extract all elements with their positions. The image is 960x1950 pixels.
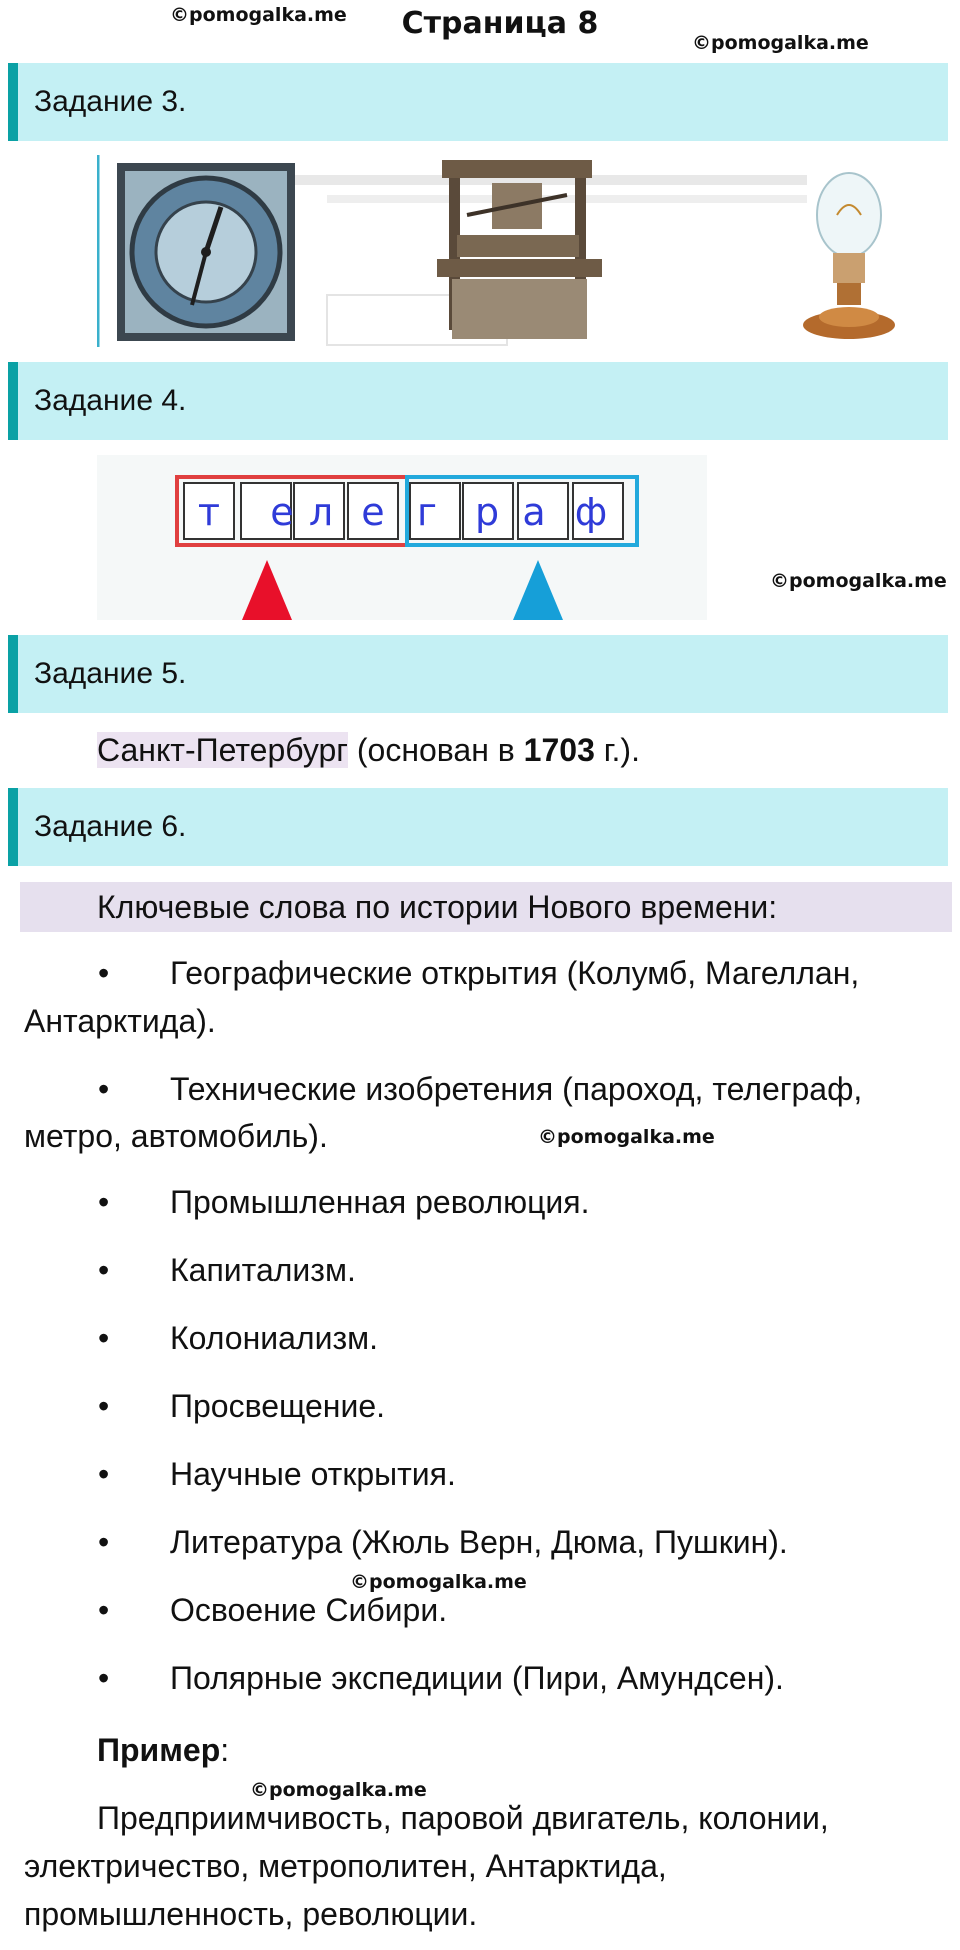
task-5-header — [8, 635, 948, 713]
bullet-icon: • — [98, 1456, 110, 1492]
bullet-icon: • — [98, 955, 110, 991]
bullet-icon: • — [98, 1071, 110, 1107]
word-letter: е — [270, 490, 294, 534]
bullet-icon: • — [98, 1592, 110, 1628]
founded-text: (основан в — [347, 732, 524, 768]
light-bulb-icon — [803, 173, 895, 339]
word-letter: а — [522, 490, 546, 534]
task-4-word-scheme — [97, 455, 707, 620]
watermark: ©pomogalka.me — [350, 1571, 527, 1593]
watermark: ©pomogalka.me — [538, 1126, 715, 1148]
task-6-label: Задание 6. — [34, 810, 187, 843]
list-item: Научные открытия. — [170, 1456, 456, 1492]
clock-icon — [117, 163, 295, 341]
task-4-label: Задание 4. — [34, 384, 187, 417]
city-name: Санкт-Петербург — [97, 732, 348, 768]
list-item: Капитализм. — [170, 1252, 356, 1288]
example-label-text: Пример — [97, 1732, 221, 1768]
list-item-continuation: метро, автомобиль). — [24, 1118, 328, 1154]
list-item: Освоение Сибири. — [170, 1592, 448, 1628]
word-letter: р — [474, 490, 500, 534]
red-arrow-icon — [242, 560, 292, 620]
watermark: ©pomogalka.me — [250, 1779, 427, 1801]
task-3-label: Задание 3. — [34, 85, 187, 118]
word-letter: л — [308, 490, 334, 534]
word-letter: г — [417, 490, 437, 534]
task-3-illustration — [97, 155, 948, 347]
example-text-line: промышленность, революции. — [24, 1896, 478, 1932]
word-letter: т — [197, 490, 221, 534]
example-text-line: Предприимчивость, паровой двигатель, колонии, — [97, 1800, 829, 1836]
task-4-header — [8, 362, 948, 440]
blue-arrow-icon — [513, 560, 563, 620]
list-item: Полярные экспедиции (Пири, Амундсен). — [170, 1660, 784, 1696]
list-item: Литература (Жюль Верн, Дюма, Пушкин). — [170, 1524, 788, 1560]
list-item-continuation: Антарктида). — [24, 1003, 216, 1039]
bullet-icon: • — [98, 1252, 110, 1288]
task-6-header — [8, 788, 948, 866]
watermark: ©pomogalka.me — [770, 570, 947, 592]
task-3-header — [8, 63, 948, 141]
list-item: Промышленная революция. — [170, 1184, 590, 1220]
bullet-icon: • — [98, 1320, 110, 1356]
list-item: Просвещение. — [170, 1388, 386, 1424]
bullet-icon: • — [98, 1388, 110, 1424]
list-item: Географические открытия (Колумб, Магеллан, — [170, 955, 860, 991]
word-letter: ф — [574, 490, 608, 534]
example-text-line: электричество, метрополитен, Антарктида, — [24, 1848, 667, 1884]
founding-year: 1703 — [523, 732, 595, 768]
watermark: ©pomogalka.me — [170, 4, 347, 26]
example-colon: : — [220, 1732, 230, 1768]
watermark: ©pomogalka.me — [692, 32, 869, 54]
year-suffix: г.). — [594, 732, 640, 768]
task-5-label: Задание 5. — [34, 657, 187, 690]
word-letter: е — [361, 490, 385, 534]
keywords-heading: Ключевые слова по истории Нового времени: — [97, 889, 778, 925]
list-item: Технические изобретения (пароход, телеграф, — [170, 1071, 863, 1107]
list-item: Колониализм. — [170, 1320, 379, 1356]
bullet-icon: • — [98, 1524, 110, 1560]
bullet-icon: • — [98, 1660, 110, 1696]
page-title: Страница 8 — [401, 6, 599, 41]
printing-press-icon — [437, 160, 602, 339]
task-5-answer — [97, 728, 640, 772]
example-label — [97, 1728, 229, 1772]
bullet-icon: • — [98, 1184, 110, 1220]
